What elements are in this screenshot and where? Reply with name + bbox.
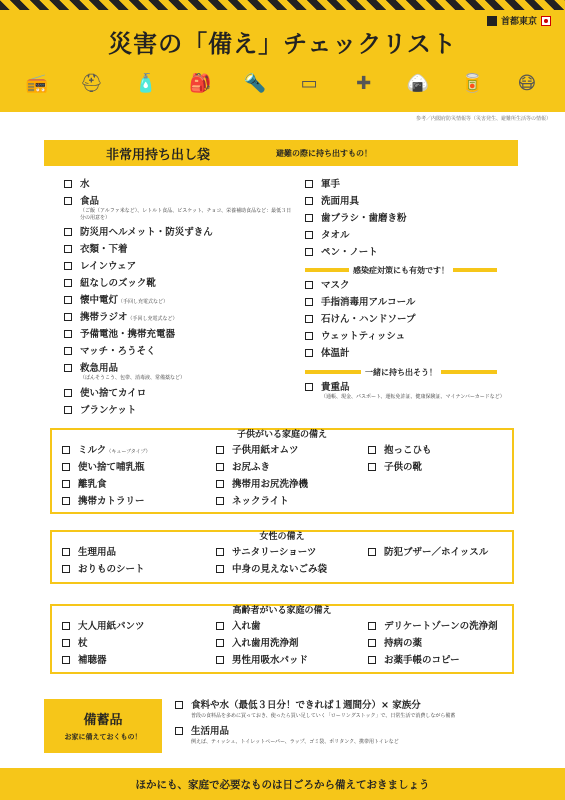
checklist-item[interactable]: 救急用品 （ばんそうこう、包帯、消毒液、常備薬など）: [64, 362, 294, 382]
checklist-item[interactable]: 食品 （ご飯（アルファ米など）、レトルト食品、ビスケット、チョコ、栄養補助食品など：最低３日分の用意を）: [64, 195, 294, 221]
checklist-item[interactable]: 水: [64, 178, 294, 191]
checklist-item[interactable]: タオル: [305, 229, 505, 242]
hazard-stripe: [0, 0, 565, 10]
footer-text: ほかにも、家庭で必要なものは日ごろから備えておきましょう: [135, 779, 430, 791]
elderly-items: [62, 620, 506, 667]
checklist-item[interactable]: 生理用品: [62, 546, 216, 559]
checklist-item[interactable]: 防犯ブザー／ホイッスル: [368, 546, 506, 559]
checkbox[interactable]: [62, 497, 70, 505]
checklist-item[interactable]: ネックライト: [216, 495, 368, 508]
checkbox[interactable]: [62, 565, 70, 573]
checkbox[interactable]: [64, 245, 72, 253]
checklist-item[interactable]: 離乳食: [62, 478, 216, 491]
emergency-bag-right-column: [305, 178, 505, 263]
children-box-title: 子供がいる家庭の備え: [229, 430, 335, 440]
checkbox[interactable]: [62, 446, 70, 454]
checklist-item[interactable]: ウェットティッシュ: [305, 330, 505, 343]
checkbox[interactable]: [216, 656, 224, 664]
checklist-item[interactable]: 携帯カトラリー: [62, 495, 216, 508]
checklist-item[interactable]: 使い捨てカイロ: [64, 387, 294, 400]
item-note: （手回し充電式など）: [127, 316, 178, 322]
checklist-item[interactable]: ミルク（キューブタイプ）: [62, 444, 216, 457]
checkbox[interactable]: [216, 622, 224, 630]
section-emergency-bag-header: [44, 140, 518, 166]
checklist-item[interactable]: 杖: [62, 637, 216, 650]
checklist-item[interactable]: デリケートゾーンの洗浄剤: [368, 620, 506, 633]
checkbox[interactable]: [305, 180, 313, 188]
elderly-box: [50, 604, 514, 674]
checklist-item[interactable]: お尻ふき: [216, 461, 368, 474]
checklist-item[interactable]: 懐中電灯（手回し充電式など）: [64, 294, 294, 307]
backpack-icon: 🎒: [189, 72, 212, 94]
checklist-item[interactable]: 携帯ラジオ（手回し充電式など）: [64, 311, 294, 324]
checklist-item[interactable]: 入れ歯: [216, 620, 368, 633]
item-note: （キューブタイプ）: [106, 449, 151, 455]
checklist-item[interactable]: 衣類・下着: [64, 243, 294, 256]
checklist-item[interactable]: マッチ・ろうそく: [64, 345, 294, 358]
checklist-item[interactable]: 紐なしのズック靴: [64, 277, 294, 290]
checkbox[interactable]: [368, 463, 376, 471]
checkbox[interactable]: [305, 298, 313, 306]
item-note: （手回し充電式など）: [118, 299, 169, 305]
item-note: 例えば、ティッシュ、トイレットペーパー、ラップ、ゴミ袋、ポリタンク、携帯用トイレなど: [191, 738, 399, 745]
source-note: 参考／内閣府防災情報等（災害発生、避難所生活等の情報）: [415, 116, 551, 122]
checkbox[interactable]: [305, 248, 313, 256]
checklist-item[interactable]: 入れ歯用洗浄剤: [216, 637, 368, 650]
checkbox[interactable]: [64, 279, 72, 287]
checkbox[interactable]: [62, 480, 70, 488]
checklist-item[interactable]: 使い捨て哺乳瓶: [62, 461, 216, 474]
checklist-item[interactable]: 予備電池・携帯充電器: [64, 328, 294, 341]
checkbox[interactable]: [64, 406, 72, 414]
checkbox[interactable]: [216, 497, 224, 505]
checkbox[interactable]: [64, 197, 72, 205]
checkbox[interactable]: [216, 463, 224, 471]
checklist-item[interactable]: 大人用紙パンツ: [62, 620, 216, 633]
flashlight-icon: 🔦: [243, 72, 266, 94]
checklist-item[interactable]: ペン・ノート: [305, 246, 505, 259]
checklist-item[interactable]: 男性用吸水パッド: [216, 654, 368, 667]
checkbox[interactable]: [62, 656, 70, 664]
logo-text: 首都東京: [500, 17, 537, 27]
first-aid-icon: ✚: [356, 72, 372, 94]
checklist-item[interactable]: お薬手帳のコピー: [368, 654, 506, 667]
checkbox[interactable]: [368, 639, 376, 647]
children-box: [50, 428, 514, 514]
checkbox[interactable]: [216, 639, 224, 647]
checkbox[interactable]: [216, 565, 224, 573]
mask-icon: 😷: [517, 72, 537, 94]
item-note: （ばんそうこう、包帯、消毒液、常備薬など）: [80, 375, 186, 381]
checklist-item[interactable]: 生活用品: [175, 725, 515, 738]
checklist-item[interactable]: 軍手: [305, 178, 505, 191]
illustration-row: [22, 70, 542, 96]
checklist-item[interactable]: レインウェア: [64, 260, 294, 273]
elderly-box-title: 高齢者がいる家庭の備え: [224, 606, 339, 616]
checklist-item[interactable]: 手指消毒用アルコール: [305, 296, 505, 309]
checklist-item[interactable]: 補聴器: [62, 654, 216, 667]
checkbox[interactable]: [368, 446, 376, 454]
infection-subheading: 感染症対策にも有効です！: [305, 264, 497, 276]
food-icon: 🍙: [406, 72, 430, 94]
checkbox[interactable]: [175, 727, 183, 735]
section-title: 非常用持ち出し袋: [106, 147, 211, 163]
checkbox[interactable]: [305, 197, 313, 205]
emergency-bag-left-column: [64, 178, 294, 421]
checkbox[interactable]: [216, 548, 224, 556]
checklist-item[interactable]: 洗面用具: [305, 195, 505, 208]
checklist-item[interactable]: 貴重品 （通帳、現金、パスポート、運転免許証、健康保険証、マイナンバーカードなど）: [305, 381, 505, 401]
checkbox[interactable]: [62, 463, 70, 471]
radio-icon: 📻: [25, 72, 49, 94]
helmet-icon: ⛑: [80, 72, 103, 94]
checklist-item[interactable]: 防災用ヘルメット・防災ずきん: [64, 226, 294, 239]
checkbox[interactable]: [64, 296, 72, 304]
section-subtitle: 避難の際に持ち出すもの！: [276, 148, 372, 158]
empty-cell: [368, 478, 506, 491]
checkbox[interactable]: [64, 347, 72, 355]
checklist-item[interactable]: 携帯用お尻洗浄機: [216, 478, 368, 491]
checkbox[interactable]: [62, 639, 70, 647]
checklist-item[interactable]: 子供用紙オムツ: [216, 444, 368, 457]
checklist-item[interactable]: おりものシート: [62, 563, 216, 576]
item-note: （通帳、現金、パスポート、運転免許証、健康保険証、マイナンバーカードなど）: [321, 394, 505, 400]
page-title: 災害の「備え」チェックリスト: [108, 30, 457, 58]
checkbox[interactable]: [62, 622, 70, 630]
children-items: [62, 444, 506, 508]
checkbox[interactable]: [368, 622, 376, 630]
checkbox[interactable]: [305, 383, 313, 391]
footer-banner: [0, 768, 565, 800]
checklist-item[interactable]: マスク: [305, 279, 505, 292]
checkbox[interactable]: [305, 231, 313, 239]
checklist-item[interactable]: 食料や水（最低３日分！できれば１週間分）× 家族分: [175, 699, 515, 712]
checklist-item[interactable]: 持病の薬: [368, 637, 506, 650]
header-banner: [0, 0, 565, 112]
checkbox[interactable]: [305, 332, 313, 340]
checkbox[interactable]: [216, 446, 224, 454]
stock-items: [175, 699, 515, 750]
checkbox[interactable]: [64, 262, 72, 270]
checklist-item[interactable]: 石けん・ハンドソープ: [305, 313, 505, 326]
checkbox[interactable]: [175, 701, 183, 709]
checkbox[interactable]: [216, 480, 224, 488]
checkbox[interactable]: [305, 214, 313, 222]
checklist-item[interactable]: 体温計: [305, 347, 505, 360]
checkbox[interactable]: [64, 313, 72, 321]
checklist-item[interactable]: 子供の靴: [368, 461, 506, 474]
checkbox[interactable]: [64, 330, 72, 338]
can-icon: 🥫: [461, 72, 484, 94]
checkbox[interactable]: [64, 364, 72, 372]
infection-items-column: [305, 279, 505, 364]
checklist-item[interactable]: 中身の見えないごみ袋: [216, 563, 368, 576]
checkbox[interactable]: [64, 228, 72, 236]
checklist-item[interactable]: ブランケット: [64, 404, 294, 417]
wet-tissue-icon: ▭: [300, 72, 318, 94]
water-bottle-icon: 🧴: [134, 72, 158, 94]
stock-subtitle: お家に備えておくもの！: [64, 733, 142, 741]
checkbox[interactable]: [305, 281, 313, 289]
stock-title: 備蓄品: [83, 713, 123, 728]
checkbox[interactable]: [64, 180, 72, 188]
checkbox[interactable]: [62, 548, 70, 556]
checkbox[interactable]: [64, 389, 72, 397]
stock-label-box: [44, 699, 162, 753]
together-items-column: [305, 381, 505, 405]
women-items: [62, 546, 506, 576]
checkbox[interactable]: [368, 548, 376, 556]
women-box: [50, 530, 514, 584]
checkbox[interactable]: [305, 349, 313, 357]
checklist-item[interactable]: 歯ブラシ・歯磨き粉: [305, 212, 505, 225]
checkbox[interactable]: [368, 656, 376, 664]
checklist-item[interactable]: 抱っこひも: [368, 444, 506, 457]
item-note: （ご飯（アルファ米など）、レトルト食品、ビスケット、チョコ、栄養補助食品など：最低３日分の用意を）: [80, 208, 292, 221]
item-note: 普段の食料品を多めに買っておき、使ったら買い足していく「ローリングストック」で、日常生活で消費しながら備蓄: [191, 713, 456, 719]
checkbox[interactable]: [305, 315, 313, 323]
checklist-item[interactable]: サニタリーショーツ: [216, 546, 368, 559]
women-box-title: 女性の備え: [251, 532, 312, 542]
together-subheading: 一緒に持ち出そう！: [305, 366, 497, 378]
